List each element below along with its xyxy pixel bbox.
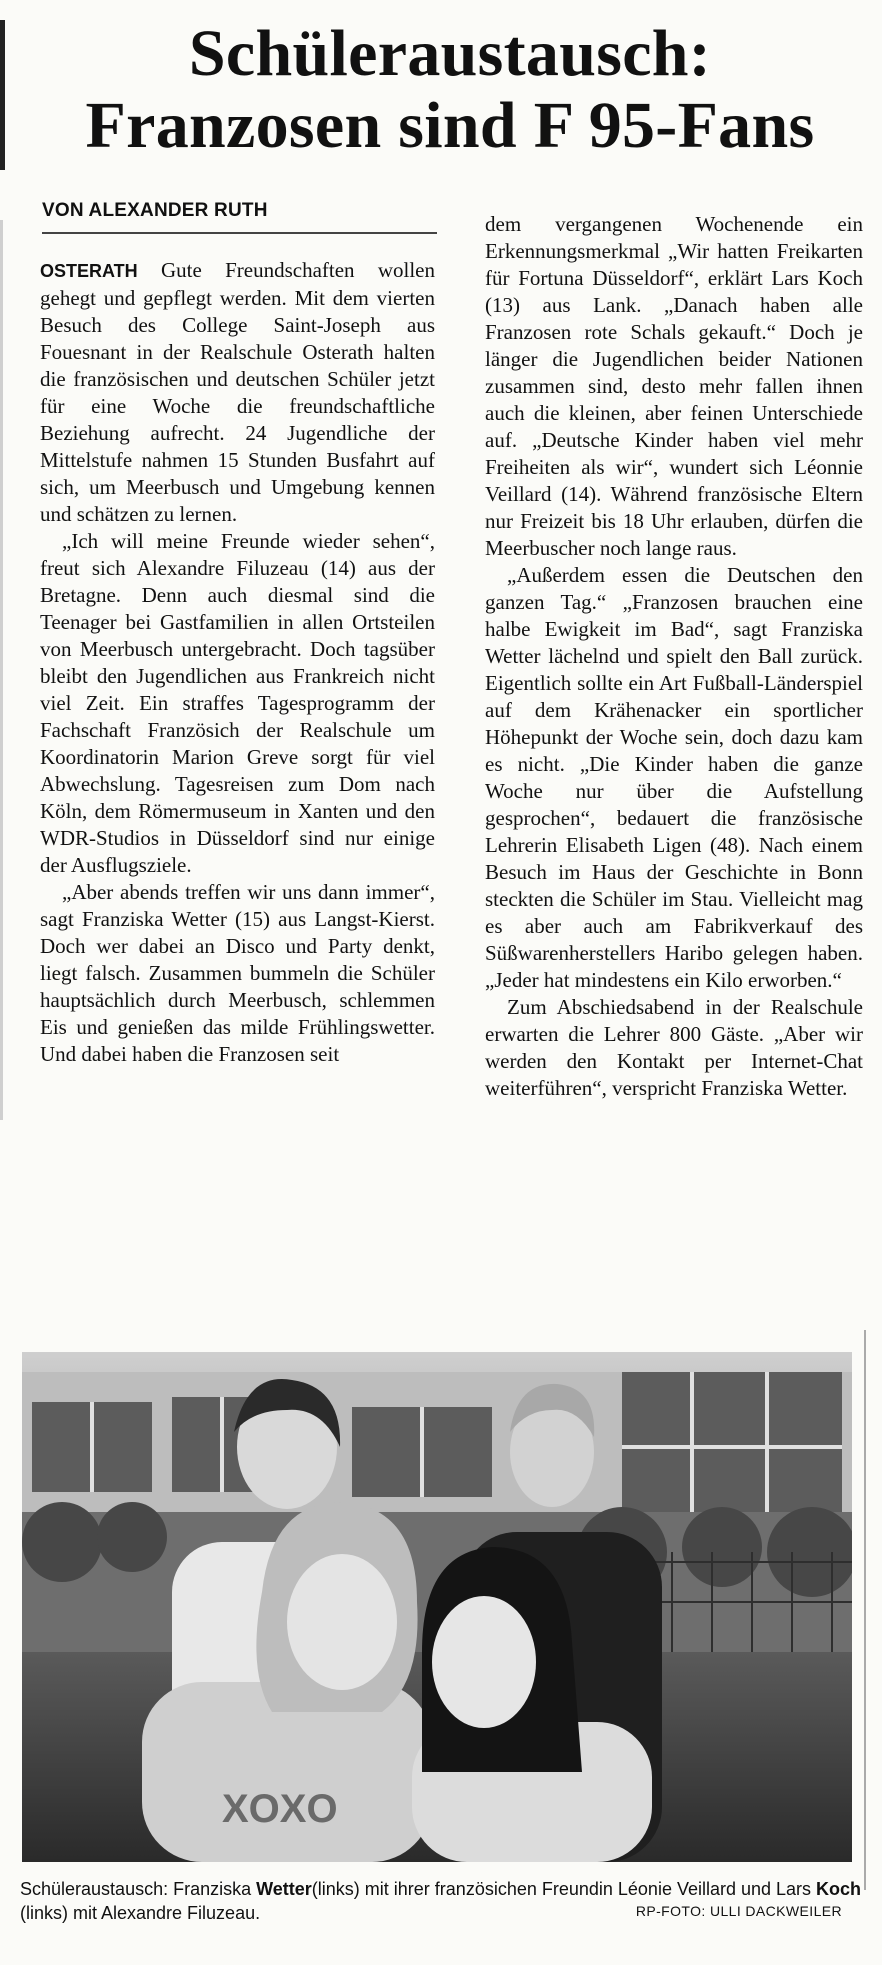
article-column-left	[40, 257, 435, 1068]
paragraph-text: Gute Freundschaften wollen gehegt und gepflegt werden. Mit dem vierten Besuch des College Saint-Joseph aus Fouesnant in der Realschule Osterath halten die französischen und deutschen Schüler jetzt für eine Woche die freundschaftliche Beziehung aufrecht. 24 Jugendliche der Mittelstufe nahmen 15 Stunden Busfahrt auf sich, um Meerbusch und Umgebung kennen und schätzen zu lernen.	[40, 258, 435, 526]
article-paragraph: Zum Abschiedsabend in der Realschule erwarten die Lehrer 800 Gäste. „Aber wir werden den Kontakt per Internet-Chat weiterführen“, verspricht Franziska Wetter.	[485, 995, 863, 1100]
article-paragraph: „Ich will meine Freunde wieder sehen“, freut sich Alexandre Filuzeau (14) aus der Bretagne. Denn auch diesmal sind die Teenager bei Gastfamilien in allen Ortsteilen von Meerbusch untergebracht. Doch tagsüber bleibt den Jugendlichen aus Frankreich nicht viel Zeit. Ein straffes Tagesprogramm der Fachschaft Französich der Realschule um Koordinatorin Marion Greve sorgt für viel Abwechslung. Tagesreisen zum Dom nach Köln, dem Römermuseum in Xanten und den WDR-Studios in Düsseldorf sind nur einige der Ausflugsziele.	[40, 529, 435, 877]
caption-text: Schüleraustausch: Franziska	[20, 1879, 257, 1899]
headline-line-1: Schüleraustausch:	[188, 17, 712, 90]
headline	[30, 18, 870, 162]
photo-illustration	[22, 1352, 852, 1862]
dateline: OSTERATH	[40, 261, 138, 281]
group-photo	[22, 1352, 852, 1862]
article-paragraph: dem vergangenen Wochenende ein Erkennungsmerkmal „Wir hatten Freikarten für Fortuna Düsseldorf“, erklärt Lars Koch (13) aus Lank. „Danach haben alle Franzosen rote Schals gekauft.“ Doch je länger die Jugendlichen beider Nationen zusammen sind, desto mehr fallen ihnen auch die kleinen, aber feinen Unterschiede auf. „Deutsche Kinder haben viel mehr Freiheiten als wir“, wundert sich Léonnie Veillard (14). Während französische Eltern nur Freizeit bis 18 Uhr erlauben, dürfen die Meerbuscher noch lange raus.	[485, 212, 863, 560]
caption-text: (links) mit ihrer französichen Freundin Léonie Veillard und Lars	[311, 1879, 817, 1899]
caption-name: Koch	[816, 1879, 862, 1899]
caption-text: (links) mit Alexandre Filuzeau.	[20, 1903, 261, 1923]
headline-line-2: Franzosen sind F 95-Fans	[85, 89, 815, 162]
caption-name: Wetter	[256, 1879, 312, 1899]
article-paragraph: „Außerdem essen die Deutschen den ganzen Tag.“ „Franzosen brauchen eine halbe Ewigkeit im Bad“, sagt Franziska Wetter lächelnd und spielt den Ball zurück. Eigentlich sollte ein Art Fußball-Länderspiel auf dem Krähenacker ein sportlicher Höhepunkt der Woche sein, doch dazu kam es nicht. „Die Kinder haben die ganze Woche nur über die Aufstellung gesprochen“, bedauert die französische Lehrerin Elisabeth Ligen (48). Nach einem Besuch im Haus der Geschichte in Bonn steckten die Schüler im Stau. Vielleicht mag es aber auch am Fabrikverkauf des Süßwarenherstellers Haribo gelegen haben. „Jeder hat mindestens ein Kilo erworben.“	[485, 563, 863, 992]
byline: VON ALEXANDER RUTH	[42, 200, 437, 234]
article-paragraph	[40, 257, 435, 528]
page-edge-shadow	[0, 220, 3, 1120]
page-edge-rule	[0, 20, 5, 170]
page-edge-rule-right	[864, 1330, 866, 1890]
photo-credit: RP-FOTO: ULLI DACKWEILER	[635, 1903, 842, 1919]
article-column-right	[485, 211, 863, 1102]
article-paragraph: „Aber abends treffen wir uns dann immer“, sagt Franziska Wetter (15) aus Langst-Kierst. Doch wer dabei an Disco und Party denkt, liegt falsch. Zusammen bummeln die Schüler hauptsächlich durch Meerbusch, schlemmen Eis und genießen das milde Frühlingswetter. Und dabei haben die Franzosen seit	[40, 880, 435, 1066]
svg-text:XOXO: XOXO	[222, 1787, 338, 1831]
